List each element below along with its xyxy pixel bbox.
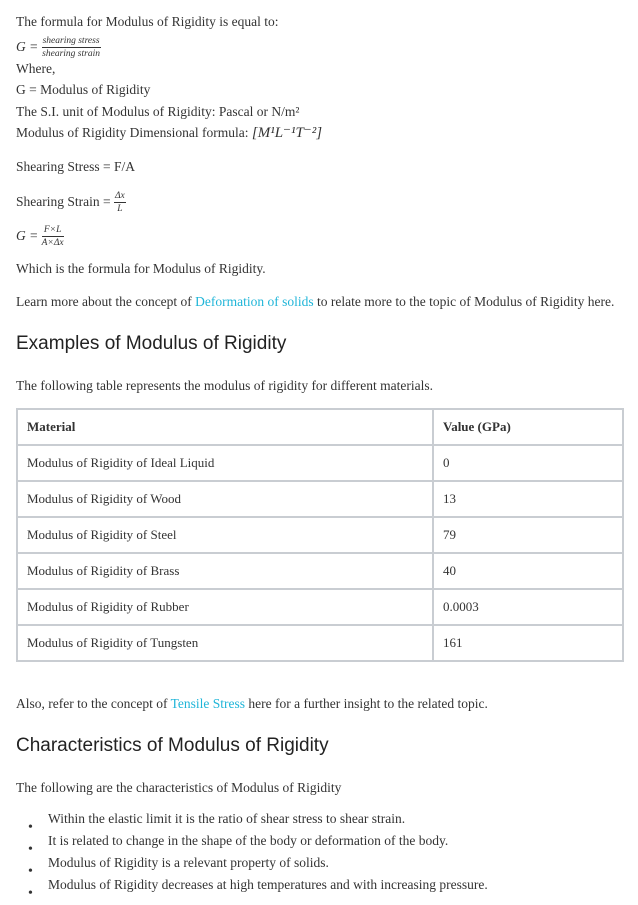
bullet-icon: • — [28, 864, 33, 879]
list-item — [16, 808, 488, 835]
examples-heading: Examples of Modulus of Rigidity — [16, 333, 287, 354]
which-is-text: Which is the formula for Modulus of Rigidity. — [16, 261, 266, 276]
table-header-value: Value (GPa) — [433, 409, 623, 445]
list-item-text: It is related to change in the shape of the body or deformation of the body. — [48, 833, 449, 848]
examples-intro: The following table represents the modulus of rigidity for different materials. — [16, 378, 434, 393]
formula-final-fraction — [42, 225, 64, 249]
table-cell-value: 161 — [433, 625, 623, 661]
bullet-icon: • — [28, 820, 33, 835]
shear-strain-fraction — [114, 191, 126, 215]
formula-lhs: G = — [16, 39, 39, 55]
table-cell-value: 0.0003 — [433, 589, 623, 625]
formula-final-denominator: A×Δx — [41, 238, 64, 249]
table-cell-material: Modulus of Rigidity of Brass — [17, 553, 433, 589]
intro-text: The formula for Modulus of Rigidity is equal to: — [16, 14, 279, 29]
table-cell-value: 79 — [433, 517, 623, 553]
shearing-strain-line — [16, 191, 126, 215]
formula-fraction — [42, 36, 101, 60]
g-definition: G = Modulus of Rigidity — [16, 82, 151, 97]
formula-modulus — [16, 36, 101, 60]
shear-strain-numerator: Δx — [114, 191, 126, 203]
refer-text — [16, 697, 488, 711]
list-item — [16, 874, 488, 901]
formula-final-lhs: G = — [16, 228, 39, 244]
list-item-text: Modulus of Rigidity is a relevant property of solids. — [48, 855, 329, 870]
table-row — [17, 445, 623, 481]
bullet-icon: • — [28, 842, 33, 857]
shear-strain-label: Shearing Strain = — [16, 194, 111, 210]
table-cell-material: Modulus of Rigidity of Ideal Liquid — [17, 445, 433, 481]
dim-formula: [M¹L⁻¹T⁻²] — [251, 125, 323, 141]
dimensional-formula-line — [16, 126, 322, 141]
learn-more-text — [16, 295, 614, 309]
table-cell-value: 13 — [433, 481, 623, 517]
shearing-stress-line: Shearing Stress = F/A — [16, 159, 135, 174]
list-item-text: Within the elastic limit it is the ratio of shear stress to shear strain. — [48, 811, 406, 826]
tensile-stress-link[interactable]: Tensile Stress — [170, 696, 245, 711]
rigidity-table — [16, 408, 624, 662]
refer-suffix: here for a further insight to the related topic. — [245, 696, 488, 711]
characteristics-list — [16, 808, 488, 901]
table-cell-material: Modulus of Rigidity of Wood — [17, 481, 433, 517]
formula-denominator: shearing strain — [42, 49, 100, 60]
table-cell-value: 40 — [433, 553, 623, 589]
list-item-text: Modulus of Rigidity decreases at high temperatures and with increasing pressure. — [48, 877, 488, 892]
bullet-icon: • — [28, 886, 33, 901]
table-cell-material: Modulus of Rigidity of Rubber — [17, 589, 433, 625]
table-header-row — [17, 409, 623, 445]
si-unit-line: The S.I. unit of Modulus of Rigidity: Pascal or N/m² — [16, 104, 300, 119]
refer-prefix: Also, refer to the concept of — [16, 696, 171, 711]
table-row — [17, 625, 623, 661]
where-label: Where, — [16, 61, 56, 76]
characteristics-heading: Characteristics of Modulus of Rigidity — [16, 735, 329, 756]
table-row — [17, 517, 623, 553]
formula-final — [16, 225, 64, 249]
list-item — [16, 830, 488, 857]
table-cell-value: 0 — [433, 445, 623, 481]
dim-label: Modulus of Rigidity Dimensional formula: — [16, 125, 249, 140]
table-header-material: Material — [17, 409, 433, 445]
table-row — [17, 481, 623, 517]
characteristics-intro: The following are the characteristics of Modulus of Rigidity — [16, 780, 342, 795]
list-item — [16, 852, 488, 879]
table-cell-material: Modulus of Rigidity of Tungsten — [17, 625, 433, 661]
table-cell-material: Modulus of Rigidity of Steel — [17, 517, 433, 553]
formula-final-numerator: F×L — [42, 225, 64, 237]
learn-more-suffix: to relate more to the topic of Modulus of Rigidity here. — [313, 294, 615, 309]
table-row — [17, 553, 623, 589]
shear-strain-denominator: L — [117, 204, 123, 215]
deformation-link[interactable]: Deformation of solids — [195, 294, 314, 309]
table-row — [17, 589, 623, 625]
learn-more-prefix: Learn more about the concept of — [16, 294, 196, 309]
formula-numerator: shearing stress — [42, 36, 101, 48]
